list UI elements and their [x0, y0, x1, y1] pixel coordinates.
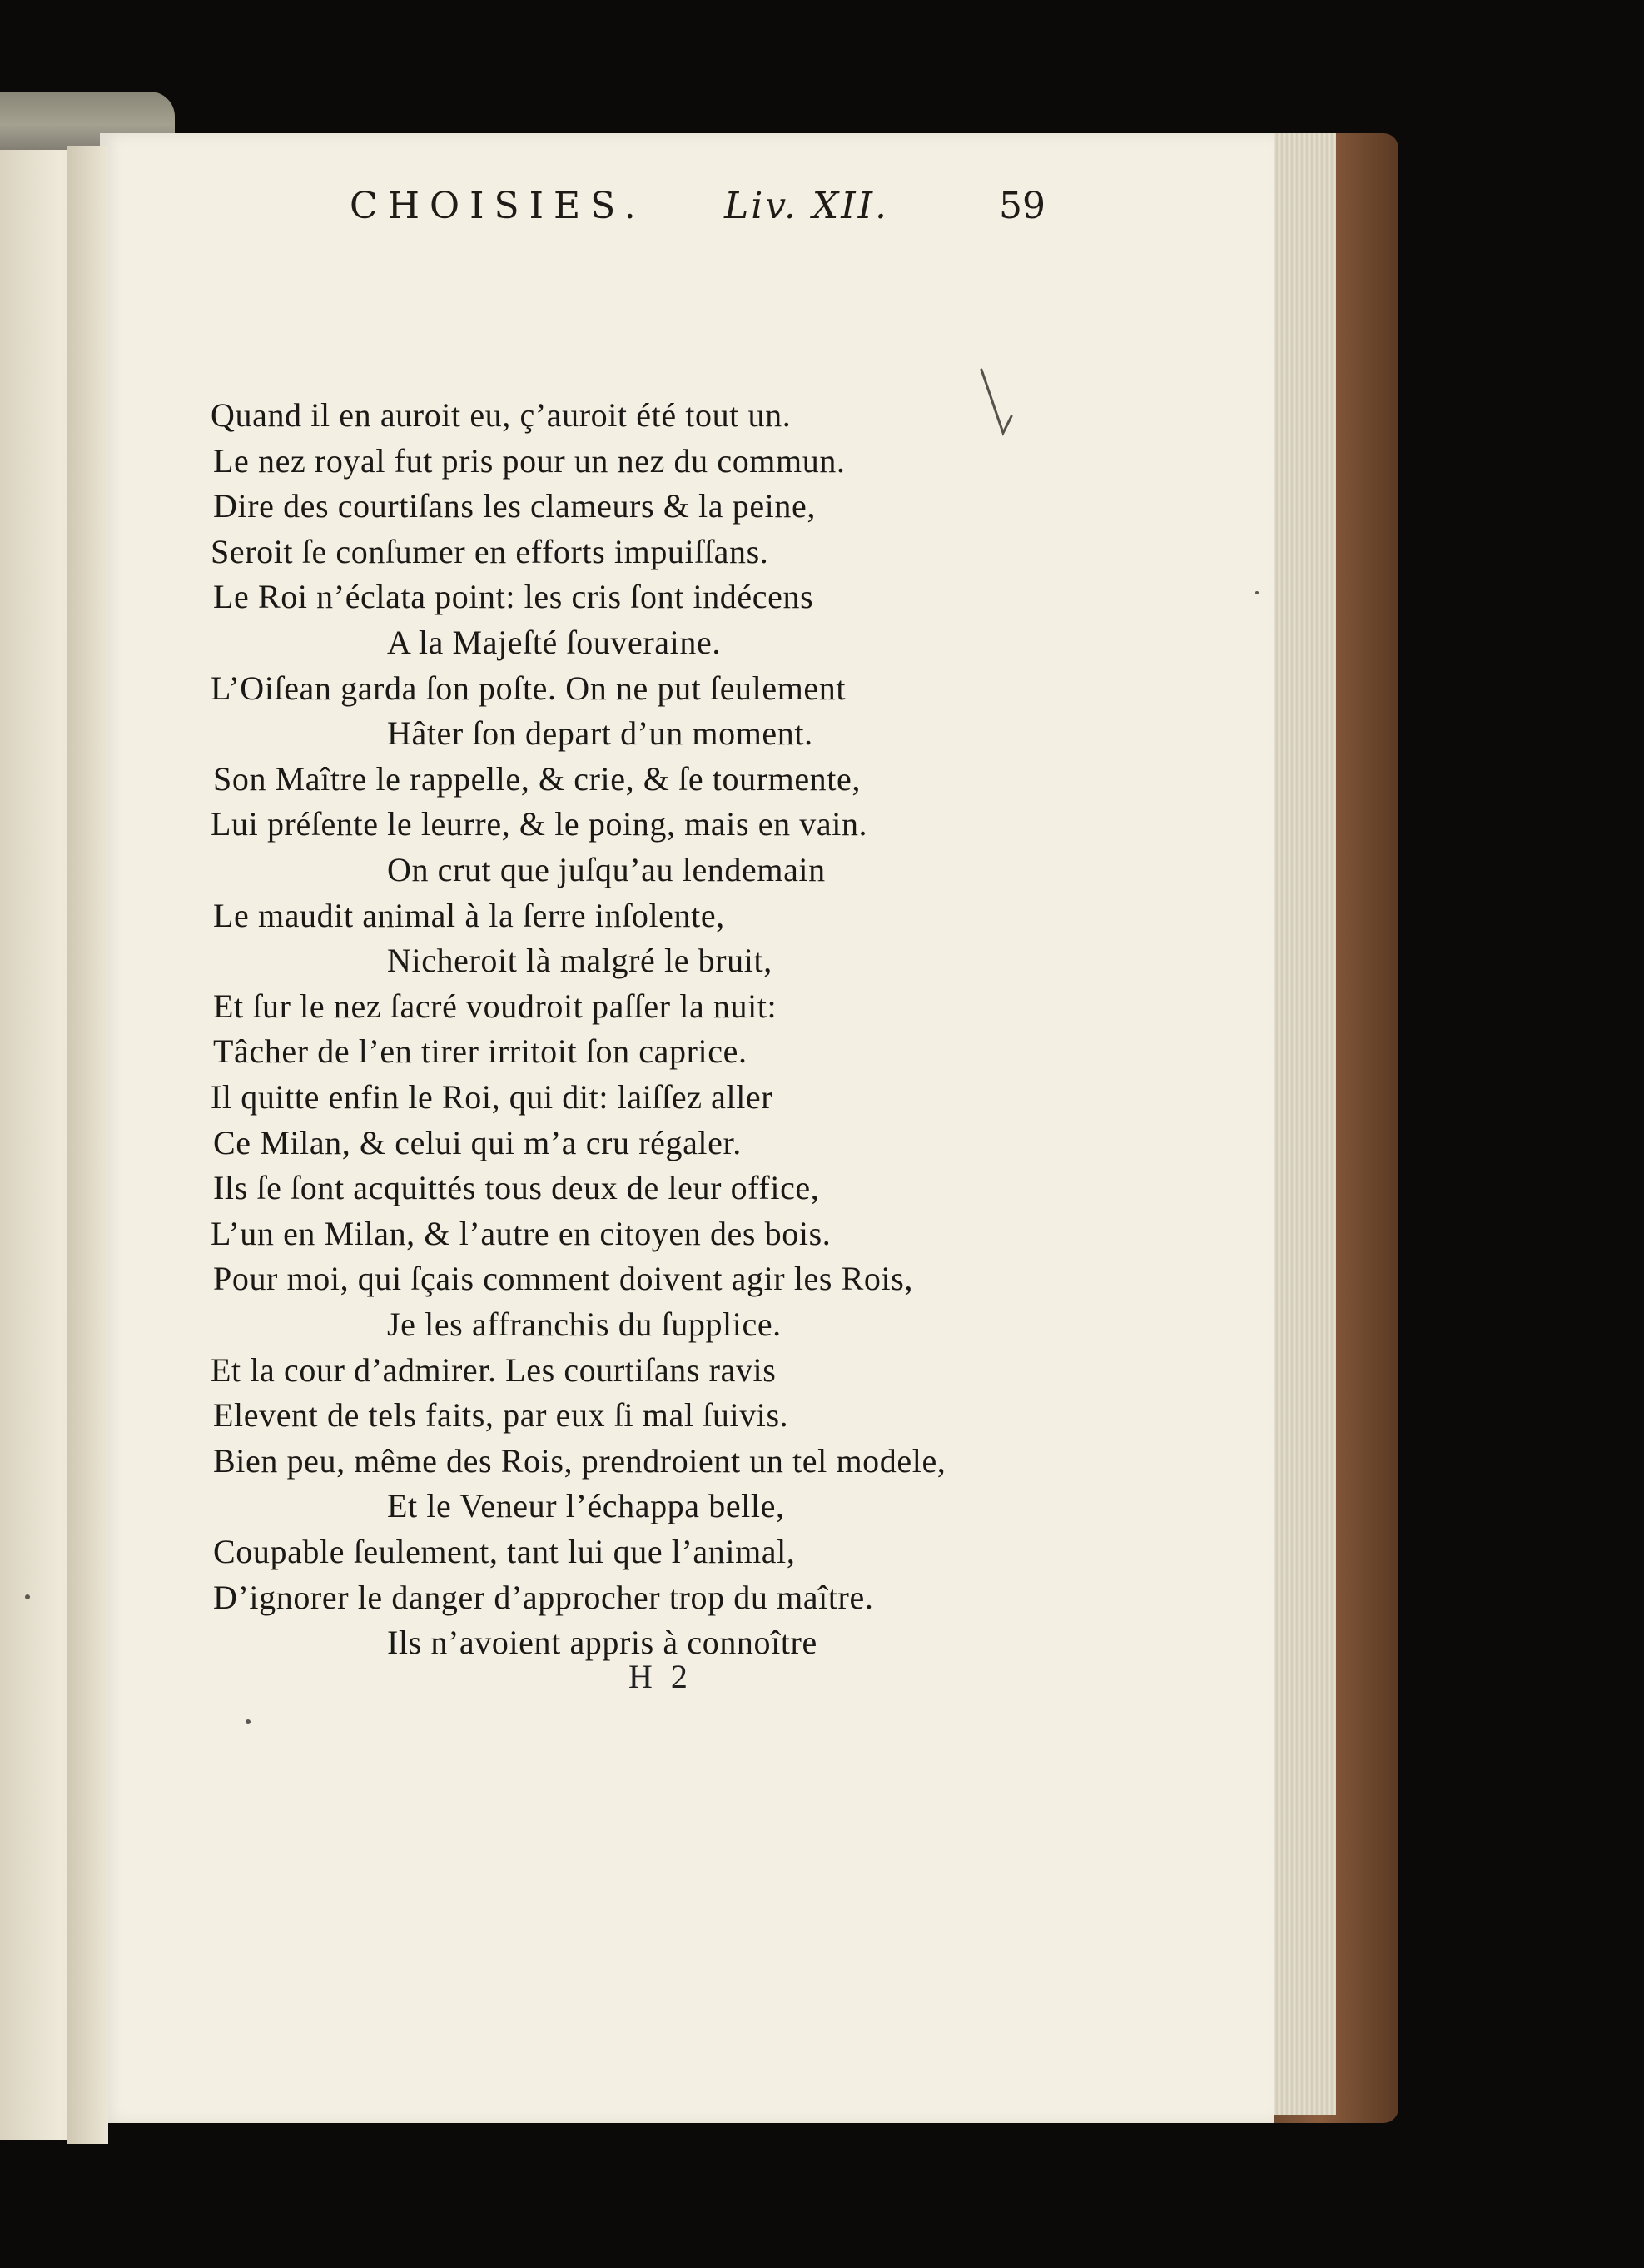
verse-line: Coupable ſeulement, tant lui que l’animal,	[213, 1533, 796, 1570]
verse-line: Son Maître le rappelle, & crie, & ſe tourmente,	[213, 759, 861, 798]
verse-line: Le maudit animal à la ſerre inſolente,	[213, 896, 725, 934]
verse-line: Seroit ſe conſumer en efforts impuiſſans.	[211, 532, 769, 570]
verse-line-indented: On crut que juſqu’au lendemain	[387, 851, 826, 888]
verse-line: L’Oiſean garda ſon poſte. On ne put ſeulement	[211, 669, 847, 707]
verse-line-indented: Hâter ſon depart d’un moment.	[387, 714, 813, 753]
page-number: 59	[999, 185, 1046, 227]
verse-line: Le Roi n’éclata point: les cris ſont indécens	[213, 578, 814, 616]
verse-line: Et la cour d’admirer. Les courtiſans ravis	[211, 1350, 777, 1389]
running-head-title: CHOISIES.	[350, 185, 646, 227]
verse-line-indented: Et le Veneur l’échappa belle,	[387, 1487, 785, 1525]
verse-line: D’ignorer le danger d’approcher trop du maître.	[213, 1578, 874, 1616]
verse-line: Quand il en auroit eu, ç’auroit été tout un.	[211, 396, 792, 434]
verse-line: L’un en Milan, & l’autre en citoyen des bois.	[211, 1214, 832, 1252]
verse-line-indented: Je les affranchis du ſupplice.	[387, 1306, 782, 1343]
verse-line: Ce Milan, & celui qui m’a cru régaler.	[213, 1123, 742, 1161]
verse-line: Il quitte enfin le Roi, qui dit: laiſſez aller	[211, 1078, 773, 1116]
verse-line: Elevent de tels faits, par eux ſi mal ſuivis.	[213, 1396, 789, 1435]
ink-spot	[25, 1594, 30, 1599]
verse-line: Le nez royal fut pris pour un nez du commun.	[213, 441, 846, 480]
verse-line: Pour moi, qui ſçais comment doivent agir les Rois,	[213, 1260, 914, 1298]
ink-spot	[1255, 591, 1259, 594]
verse-line: Lui préſente le leurre, & le poing, mais en vain.	[211, 805, 868, 843]
verse-line-indented: Nicheroit là malgré le bruit,	[387, 942, 772, 980]
verse-line: Ils ſe ſont acquittés tous deux de leur office,	[213, 1169, 820, 1207]
verse-line-indented: Ils n’avoient appris à connoître	[387, 1624, 817, 1662]
running-head-book: Liv. XII.	[724, 185, 889, 227]
signature-mark: H 2	[628, 1658, 693, 1695]
verse-line: Tâcher de l’en tirer irritoit ſon caprice.	[213, 1032, 747, 1071]
verse-line: Et ſur le nez ſacré voudroit paſſer la nuit:	[213, 987, 777, 1025]
verse-line: Dire des courtiſans les clameurs & la peine,	[213, 487, 816, 525]
verse-line-indented: A la Majeſté ſouveraine.	[387, 624, 721, 661]
verse-line: Bien peu, même des Rois, prendroient un tel modele,	[213, 1441, 946, 1480]
ink-spot	[246, 1719, 251, 1724]
